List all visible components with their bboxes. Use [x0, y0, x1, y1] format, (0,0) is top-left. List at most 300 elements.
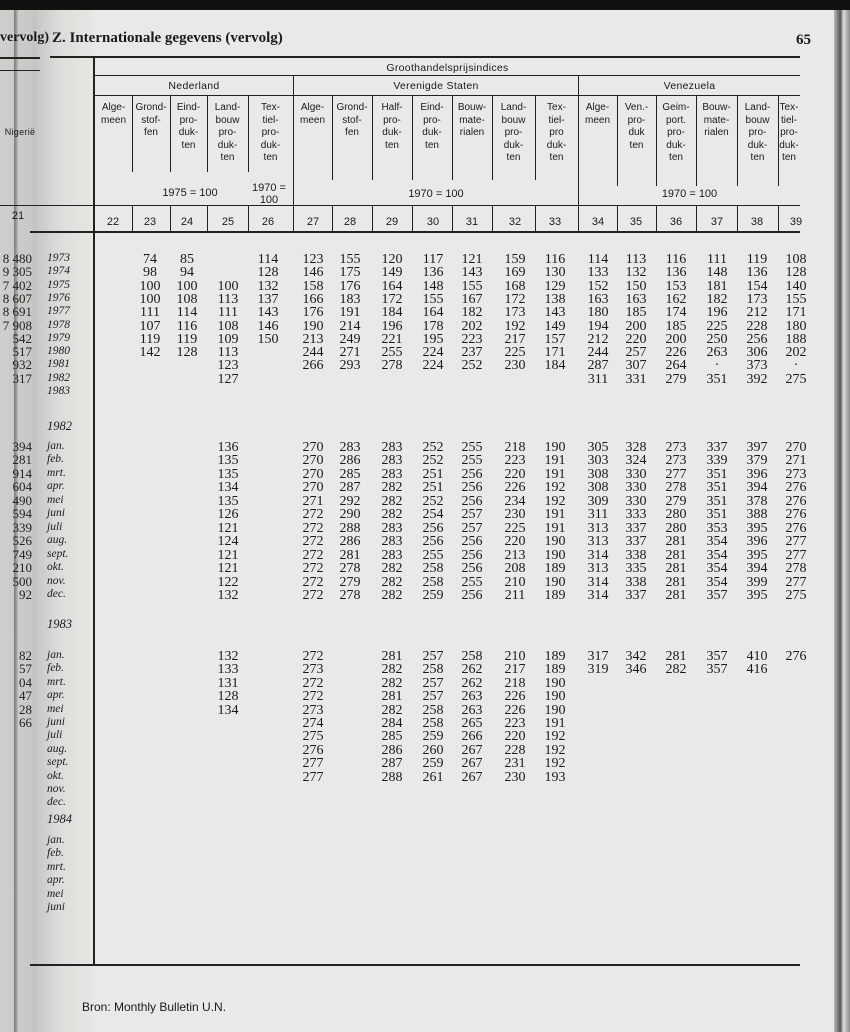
table-cell: 127: [217, 371, 239, 387]
table-cell: 256: [422, 534, 444, 550]
table-cell: 224: [422, 345, 444, 361]
table-cell: 273: [302, 662, 324, 678]
table-cell: 200: [665, 331, 687, 347]
table-cell: 230: [504, 769, 526, 785]
table-cell: 264: [665, 358, 687, 374]
column-number-divider: [696, 206, 697, 231]
table-cell: 155: [785, 291, 807, 307]
row-label: juni: [47, 716, 65, 728]
table-cell: 100: [217, 278, 239, 294]
column-divider: [372, 96, 373, 180]
table-cell: 263: [706, 345, 728, 361]
column-heading: Grond- stof- fen: [336, 102, 368, 138]
column-divider: [412, 96, 413, 180]
table-cell: 396: [746, 534, 768, 550]
table-cell: 395: [746, 520, 768, 536]
table-cell: 132: [257, 278, 279, 294]
table-cell: 155: [422, 291, 444, 307]
table-cell: 217: [504, 331, 526, 347]
previous-page-value: 914: [12, 465, 32, 481]
table-cell: 182: [706, 291, 728, 307]
table-cell: 228: [504, 742, 526, 758]
table-cell: 317: [587, 649, 609, 664]
table-cell: 255: [461, 453, 483, 469]
previous-page-title: vervolg): [0, 30, 49, 45]
table-cell: 357: [706, 662, 728, 678]
table-cell: 276: [785, 520, 807, 536]
table-cell: 354: [706, 547, 728, 563]
previous-column-number: 21: [11, 210, 25, 222]
table-cell: 416: [746, 662, 768, 678]
table-cell: 109: [217, 331, 239, 347]
table-cell: 281: [381, 689, 403, 705]
column-divider: [535, 96, 536, 180]
table-cell: 281: [665, 534, 687, 550]
country-verenigde-staten: Verenigde Staten: [393, 80, 479, 92]
table-cell: 123: [217, 358, 239, 374]
column-divider: [656, 96, 657, 186]
table-cell: 191: [544, 453, 566, 469]
table-cell: 212: [587, 331, 609, 347]
table-cell: 152: [587, 278, 609, 294]
table-cell: 114: [587, 252, 609, 267]
table-cell: 172: [504, 291, 526, 307]
previous-page-value: 542: [12, 330, 32, 346]
table-cell: 100: [139, 291, 161, 307]
table-cell: 395: [746, 547, 768, 563]
table-cell: 208: [504, 561, 526, 577]
table-cell: 251: [422, 466, 444, 482]
table-cell: 267: [461, 769, 483, 785]
table-cell: 330: [625, 480, 647, 496]
table-cell: 272: [302, 649, 324, 664]
column-divider: [132, 96, 133, 172]
table-cell: 283: [381, 520, 403, 536]
table-cell: 237: [461, 345, 483, 361]
table-cell: 272: [302, 574, 324, 590]
table-cell: 282: [381, 561, 403, 577]
table-cell: 346: [625, 662, 647, 678]
table-cell: 278: [381, 358, 403, 374]
table-cell: 319: [587, 662, 609, 678]
table-cell: 282: [381, 702, 403, 718]
column-number-divider: [293, 206, 294, 231]
previous-page-value: 04: [19, 674, 32, 690]
table-cell: 338: [625, 574, 647, 590]
table-cell: 262: [461, 662, 483, 678]
row-label: dec.: [47, 796, 66, 809]
table-cell: 258: [422, 702, 444, 718]
table-cell: 185: [665, 318, 687, 334]
table-cell: 282: [381, 675, 403, 691]
table-cell: 100: [139, 278, 161, 294]
column-number: 39: [789, 216, 803, 228]
table-cell: 284: [381, 716, 403, 731]
previous-page-value: 9 305: [2, 264, 32, 280]
table-cell: 135: [217, 493, 239, 509]
table-cell: 306: [746, 345, 768, 361]
table-cell: 183: [339, 291, 361, 307]
table-cell: 190: [544, 675, 566, 691]
table-cell: 194: [587, 318, 609, 334]
table-cell: 111: [218, 305, 238, 321]
table-cell: 278: [665, 480, 687, 496]
column-heading: Grond- stof- fen: [135, 102, 167, 138]
table-cell: 190: [544, 534, 566, 550]
column-heading: Tex- tiel- pro- duk- ten: [260, 102, 281, 163]
row-label: 1981: [47, 358, 70, 371]
previous-page-value: 7 402: [2, 277, 32, 293]
table-cell: 309: [587, 493, 609, 509]
prev-rule: [0, 70, 40, 71]
table-cell: 354: [706, 561, 728, 577]
table-cell: 180: [587, 305, 609, 321]
table-cell: 180: [785, 318, 807, 334]
group-heading: Groothandelsprijsindices: [386, 62, 509, 74]
table-cell: 223: [504, 453, 526, 469]
table-cell: 252: [461, 358, 483, 374]
table-cell: ·: [714, 358, 720, 374]
table-cell: 256: [461, 493, 483, 509]
country-venezuela: Venezuela: [663, 80, 716, 92]
table-cell: 128: [257, 265, 279, 281]
table-cell: 234: [504, 493, 526, 509]
column-divider: [737, 96, 738, 186]
row-label: jan.: [47, 440, 65, 452]
table-cell: 149: [544, 318, 566, 334]
column-number-divider: [452, 206, 453, 231]
table-cell: 171: [785, 305, 807, 321]
row-label: mrt.: [47, 675, 66, 688]
table-cell: 136: [422, 265, 444, 281]
table-cell: 163: [625, 291, 647, 307]
table-cell: 396: [746, 466, 768, 482]
previous-page-value: 8 480: [2, 251, 32, 266]
table-cell: 231: [504, 756, 526, 772]
table-cell: 181: [706, 278, 728, 294]
table-cell: 277: [785, 534, 807, 550]
table-cell: 138: [544, 291, 566, 307]
row-label: jan.: [47, 834, 65, 846]
table-cell: 244: [302, 345, 324, 361]
table-cell: 282: [381, 574, 403, 590]
table-cell: 221: [381, 331, 403, 347]
table-cell: 283: [381, 453, 403, 469]
table-cell: 273: [302, 702, 324, 718]
table-cell: 230: [504, 358, 526, 374]
table-cell: 290: [339, 507, 361, 523]
table-cell: 190: [544, 702, 566, 718]
table-cell: 339: [706, 453, 728, 469]
table-cell: 270: [302, 466, 324, 482]
table-cell: 192: [544, 480, 566, 496]
column-heading: Eind- pro- duk- ten: [420, 102, 444, 151]
table-cell: 252: [422, 453, 444, 469]
table-cell: 131: [217, 675, 239, 691]
row-label: aug.: [47, 742, 68, 755]
table-cell: 133: [217, 662, 239, 678]
table-cell: 189: [544, 587, 566, 603]
table-cell: 267: [461, 756, 483, 772]
table-cell: 278: [785, 561, 807, 577]
table-cell: 213: [504, 547, 526, 563]
table-cell: 124: [217, 534, 239, 550]
column-number-divider: [332, 206, 333, 231]
table-cell: 281: [665, 587, 687, 603]
prev-rule: [0, 205, 40, 206]
table-cell: 256: [461, 466, 483, 482]
table-cell: 314: [587, 574, 609, 590]
table-cell: 128: [217, 689, 239, 705]
table-cell: 259: [422, 587, 444, 603]
table-cell: 190: [544, 440, 566, 455]
table-cell: 278: [339, 561, 361, 577]
table-cell: 257: [461, 520, 483, 536]
table-cell: 281: [665, 561, 687, 577]
table-cell: 282: [665, 662, 687, 678]
table-cell: 113: [217, 291, 239, 307]
table-cell: 281: [665, 649, 687, 664]
table-cell: 148: [706, 265, 728, 281]
table-cell: 117: [422, 252, 444, 267]
previous-column-label: Nigerië: [4, 127, 36, 137]
country-nederland: Nederland: [168, 80, 220, 92]
table-cell: 164: [381, 278, 403, 294]
table-cell: 256: [422, 520, 444, 536]
table-cell: 397: [746, 440, 768, 455]
column-number-divider: [207, 206, 208, 231]
table-cell: 274: [302, 716, 324, 731]
previous-page-value: 210: [12, 560, 32, 576]
column-number-divider: [492, 206, 493, 231]
scan-top-edge: [0, 0, 850, 10]
table-cell: 192: [504, 318, 526, 334]
row-label: 1982: [47, 371, 70, 384]
table-cell: 220: [504, 729, 526, 745]
table-cell: 191: [544, 520, 566, 536]
table-cell: 133: [587, 265, 609, 281]
table-cell: 135: [217, 453, 239, 469]
table-cell: 354: [706, 574, 728, 590]
table-cell: 288: [381, 769, 403, 785]
column-number-rule: [30, 231, 800, 233]
table-cell: 220: [504, 534, 526, 550]
table-cell: 114: [257, 252, 279, 267]
table-cell: 171: [544, 345, 566, 361]
table-cell: 313: [587, 561, 609, 577]
table-cell: 132: [625, 265, 647, 281]
column-number-divider: [737, 206, 738, 231]
table-cell: 94: [180, 265, 194, 281]
table-cell: 270: [302, 453, 324, 469]
row-label: 1979: [47, 331, 70, 344]
table-cell: 128: [176, 345, 198, 361]
table-cell: 176: [339, 278, 361, 294]
table-cell: 287: [339, 480, 361, 496]
stub-divider: [93, 58, 95, 966]
table-cell: 184: [544, 358, 566, 374]
table-cell: 276: [785, 649, 807, 664]
table-cell: 271: [339, 345, 361, 361]
table-cell: 271: [785, 453, 807, 469]
table-cell: 196: [381, 318, 403, 334]
column-number: 38: [750, 216, 764, 228]
table-cell: 257: [422, 649, 444, 664]
page-number: 65: [796, 32, 811, 48]
row-label: okt.: [47, 769, 64, 782]
table-cell: 263: [461, 689, 483, 705]
table-cell: 172: [381, 291, 403, 307]
table-cell: 189: [544, 662, 566, 678]
table-cell: 342: [625, 649, 647, 664]
table-cell: 120: [381, 252, 403, 267]
table-cell: 100: [176, 278, 198, 294]
table-cell: 331: [625, 371, 647, 387]
table-cell: 273: [665, 440, 687, 455]
previous-page-value: 82: [19, 648, 32, 663]
table-cell: 190: [544, 547, 566, 563]
table-cell: 164: [422, 305, 444, 321]
table-cell: 116: [176, 318, 198, 334]
table-cell: 277: [302, 769, 324, 785]
column-number: 22: [106, 216, 120, 228]
table-cell: 163: [587, 291, 609, 307]
row-label: juni: [47, 901, 65, 913]
row-label: mrt.: [47, 466, 66, 479]
column-divider: [617, 96, 618, 186]
table-cell: 226: [504, 689, 526, 705]
table-cell: 192: [544, 742, 566, 758]
table-cell: 173: [504, 305, 526, 321]
column-number-divider: [132, 206, 133, 231]
table-cell: 337: [625, 520, 647, 536]
table-cell: 351: [706, 480, 728, 496]
table-cell: 308: [587, 466, 609, 482]
table-cell: 195: [422, 331, 444, 347]
column-number-divider: [617, 206, 618, 231]
table-cell: 277: [785, 547, 807, 563]
table-cell: 258: [461, 649, 483, 664]
table-cell: 189: [544, 649, 566, 664]
table-cell: 281: [381, 649, 403, 664]
table-cell: 256: [461, 547, 483, 563]
table-cell: 283: [339, 440, 361, 455]
previous-page-value: 932: [12, 357, 32, 373]
table-cell: 288: [339, 520, 361, 536]
table-cell: 176: [302, 305, 324, 321]
table-cell: 257: [461, 507, 483, 523]
table-cell: 267: [461, 742, 483, 758]
previous-page-value: 594: [12, 506, 32, 522]
table-cell: 259: [422, 729, 444, 745]
column-divider: [696, 96, 697, 186]
table-cell: 378: [746, 493, 768, 509]
column-number: 31: [465, 216, 479, 228]
table-cell: 287: [381, 756, 403, 772]
column-number: 28: [343, 216, 357, 228]
table-cell: 307: [625, 358, 647, 374]
table-cell: 283: [381, 440, 403, 455]
table-cell: 328: [625, 440, 647, 455]
table-cell: 175: [339, 265, 361, 281]
table-cell: 119: [139, 331, 161, 347]
table-cell: 121: [217, 561, 239, 577]
row-label: sept.: [47, 756, 69, 769]
table-cell: 260: [422, 742, 444, 758]
table-cell: 249: [339, 331, 361, 347]
column-number: 26: [261, 216, 275, 228]
table-cell: 150: [257, 331, 279, 347]
table-cell: 272: [302, 520, 324, 536]
table-cell: 212: [746, 305, 768, 321]
table-cell: 394: [746, 561, 768, 577]
row-label: 1983: [47, 385, 70, 397]
table-cell: 130: [544, 265, 566, 281]
table-cell: 121: [217, 520, 239, 536]
previous-page-value: 92: [19, 586, 32, 602]
row-label: 1977: [47, 305, 70, 318]
table-cell: 277: [665, 466, 687, 482]
table-cell: 178: [422, 318, 444, 334]
table-cell: 256: [461, 587, 483, 603]
table-cell: 351: [706, 371, 728, 387]
table-cell: 149: [381, 265, 403, 281]
table-cell: 190: [544, 689, 566, 705]
column-divider: [248, 96, 249, 172]
column-number-divider: [778, 206, 779, 231]
previous-page-value: 394: [12, 439, 32, 454]
table-cell: 169: [504, 265, 526, 281]
table-cell: 191: [544, 507, 566, 523]
table-cell: 379: [746, 453, 768, 469]
table-cell: 283: [381, 547, 403, 563]
table-cell: 213: [302, 331, 324, 347]
table-cell: 286: [381, 742, 403, 758]
column-heading: Tex- tiel- pro- duk- ten: [779, 102, 799, 163]
table-cell: 270: [785, 440, 807, 455]
table-cell: 111: [140, 305, 160, 321]
table-cell: 279: [665, 493, 687, 509]
table-cell: 256: [461, 480, 483, 496]
previous-page-value: 66: [19, 715, 32, 730]
table-cell: 308: [587, 480, 609, 496]
table-cell: 136: [217, 440, 239, 455]
column-number: 36: [669, 216, 683, 228]
table-cell: 174: [665, 305, 687, 321]
table-cell: 255: [381, 345, 403, 361]
column-heading: Geim- port. pro- duk- ten: [662, 102, 690, 163]
table-cell: 277: [785, 574, 807, 590]
table-cell: 270: [302, 480, 324, 496]
table-cell: 129: [544, 278, 566, 294]
table-cell: 311: [587, 371, 609, 387]
table-cell: 292: [339, 493, 361, 509]
table-cell: 132: [217, 587, 239, 603]
table-cell: 285: [381, 729, 403, 745]
base-year-nl: 1975 = 100: [162, 187, 218, 199]
table-cell: 228: [746, 318, 768, 334]
row-label: feb.: [47, 662, 64, 675]
previous-page-value: 604: [12, 479, 32, 495]
table-cell: 210: [504, 649, 526, 664]
table-cell: 394: [746, 480, 768, 496]
table-cell: 116: [544, 252, 566, 267]
column-divider: [492, 96, 493, 180]
table-cell: 351: [706, 507, 728, 523]
row-label: aug.: [47, 534, 68, 547]
table-cell: 283: [381, 466, 403, 482]
table-cell: 254: [422, 507, 444, 523]
